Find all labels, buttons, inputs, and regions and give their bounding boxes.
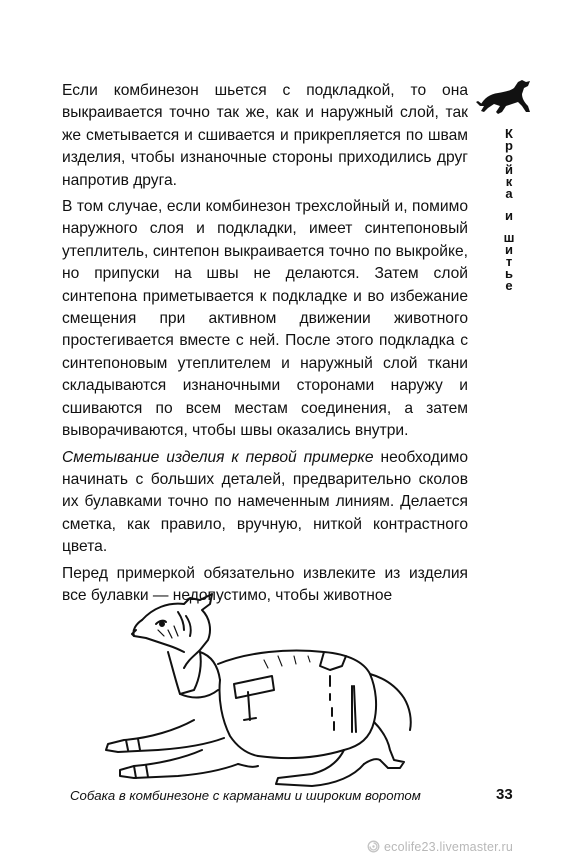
page-number: 33 (496, 786, 513, 803)
side-tab-letter: ь (505, 266, 513, 281)
side-tab-letter: р (505, 138, 513, 153)
body-text (62, 80, 468, 611)
paragraph-2 (62, 196, 468, 442)
watermark-text: ecolife23.livemaster.ru (384, 840, 513, 854)
illustration-caption: Собака в комбинезоне с карманами и широким воротом (70, 788, 421, 803)
side-tab-letter: К (505, 126, 513, 141)
side-tab-letter: е (505, 278, 513, 293)
watermark-spiral-icon (367, 840, 380, 853)
side-tab-letter: а (505, 186, 513, 201)
side-tab-letter: к (505, 174, 513, 189)
side-tab-letter: и (505, 208, 513, 223)
section-side-tab (498, 128, 520, 292)
side-tab-letter: т (505, 254, 513, 269)
paragraph-1 (62, 80, 468, 192)
paragraph-3-italic-lead: Сметывание изделия к первой примерке (62, 448, 374, 466)
paragraph-3 (62, 447, 468, 559)
paragraph-4-text: Перед примеркой обязательно извлеките из изделия все булавки — недопустимо, чтобы животное (62, 564, 468, 604)
paragraph-3-text: необходимо начинать с больших деталей, предварительно сколов их булавками точно по намеченным линиям. Делается сметка, как правило, вручную, ниткой контрастного цвета. (62, 448, 469, 556)
paragraph-2-text: В том случае, если комбинезон трехслойный и, помимо наружного слоя и подкладки, имеет синтепоновый утеплитель, синтепон выкраивается точно по выкройке, но припуски на швы не делаются. Затем слой синтепона приметывается к подкладке и во избежание смещения при активном движении животного простегивается вместе с ней. После этого подкладка с синтепоновым утеплителем и наружный слой ткани складываются изнаночными сторонами наружу и сшиваются по всем местам соединения, а затем выворачиваются, чтобы швы оказались внутри. (62, 198, 468, 440)
dog-in-jumpsuit-illustration (98, 590, 428, 795)
side-tab-letter: й (505, 162, 513, 177)
side-tab-letter: о (505, 150, 513, 165)
side-tab-letter: и (505, 242, 513, 257)
side-tab-letter: ш (503, 230, 515, 245)
paragraph-1-text: Если комбинезон шьется с подкладкой, то она выкраивается точно так же, как и наружный слой, так же сметывается и сшивается и прикрепляется по швам изделия, чтобы изнаночные стороны приходились друг напротив друга. (62, 82, 468, 189)
running-dog-icon (476, 76, 534, 118)
